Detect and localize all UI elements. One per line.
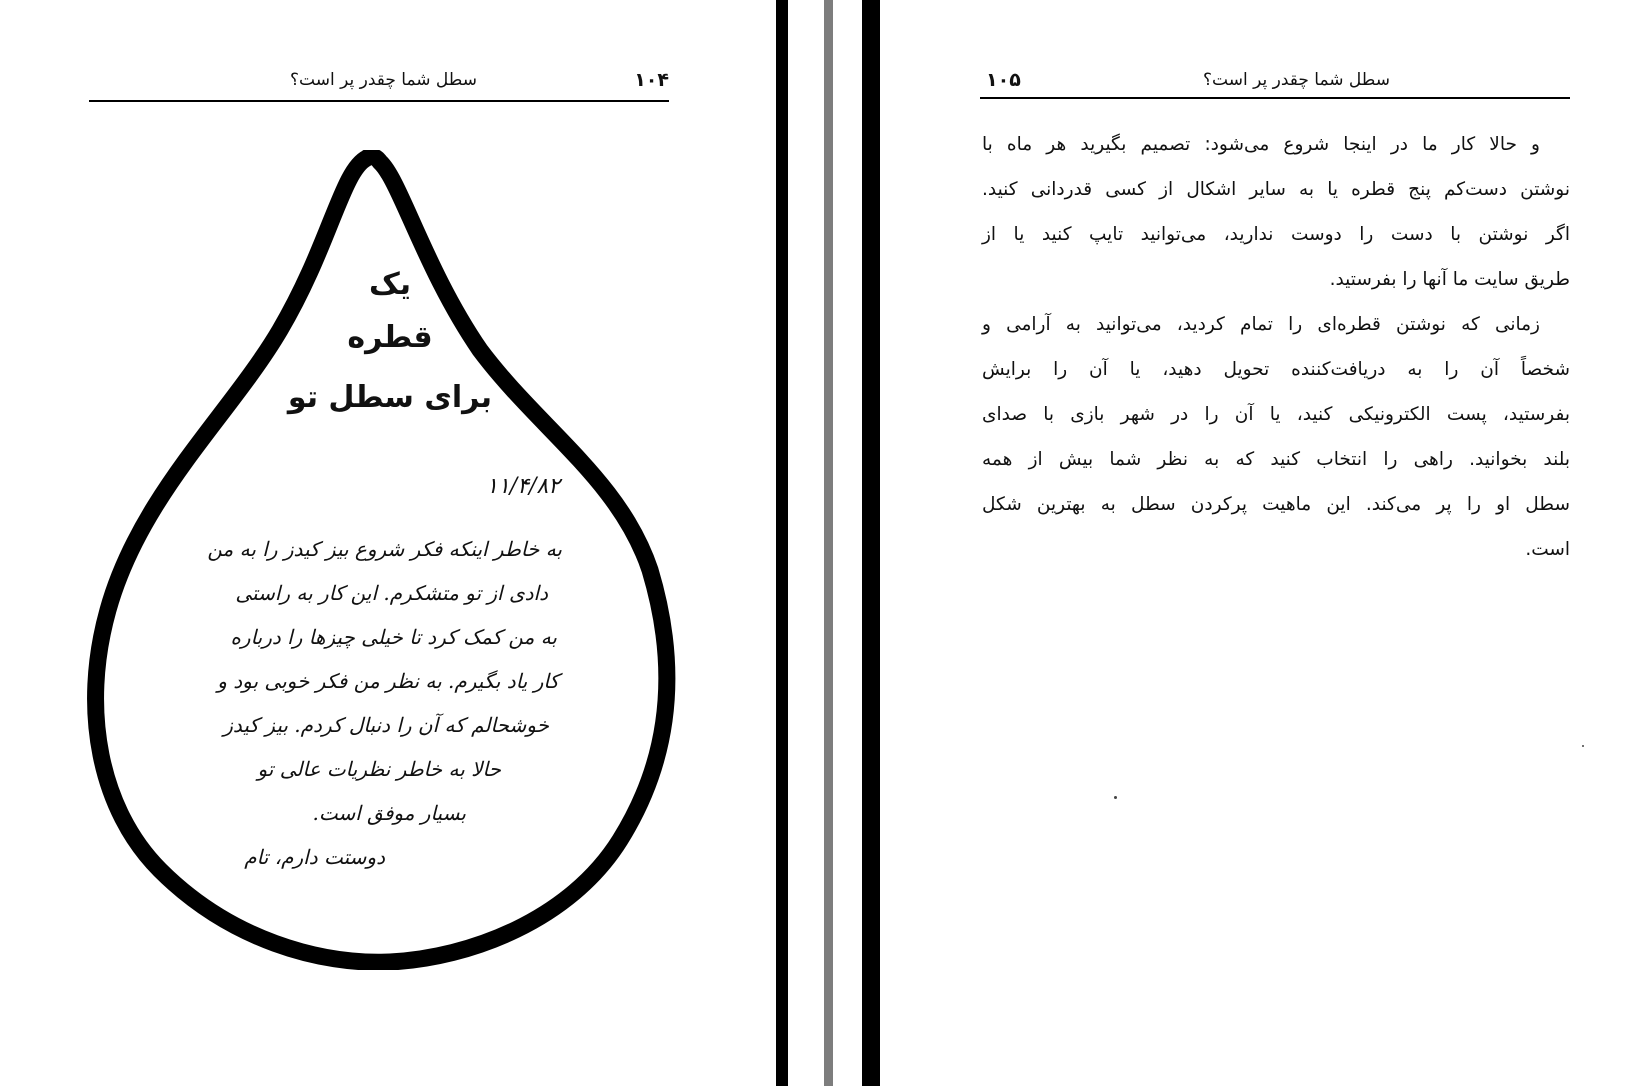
body-line: زمانی که نوشتن قطره‌ای را تمام کردید، می‌توانید به آرامی و [982,314,1540,335]
drop-heading-line: یک [369,267,411,302]
body-line: شخصاً آن را به دریافت‌کننده تحویل دهید، یا آن را برایش [982,359,1570,380]
scan-speck [1114,796,1117,799]
note-line: به خاطر اینکه فکر شروع بیز کیدز را به من [207,537,562,561]
right-running-title: سطل شما چقدر پر است؟ [1203,70,1390,90]
body-line: بفرستید، پست الکترونیکی کنید، یا آن را در شهر بازی با صدای [982,404,1570,425]
note-date: ۱۱/۴/۸۲ [486,474,560,499]
drop-heading-line: قطره [347,320,433,355]
note-line: دادی از تو متشکرم. این کار به راستی [235,581,548,605]
body-line: بلند بخوانید. راهی را انتخاب کنید که به نظر شما بیش از همه [982,449,1570,470]
drop-heading-line: برای سطل تو [287,380,493,415]
note-line: بسیار موفق است. [312,801,466,825]
body-line: است. [1525,539,1570,560]
note-line: حالا به خاطر نظریات عالی تو [257,757,501,781]
gutter-bar-left [776,0,788,1086]
note-line: کار یاد بگیرم. به نظر من فکر خوبی بود و [217,669,559,693]
body-line: اگر نوشتن با دست را دوست ندارید، می‌توانید تایپ کنید یا از [982,224,1570,245]
body-line: و حالا کار ما در اینجا شروع می‌شود: تصمیم بگیرید هر ماه با [982,134,1540,155]
left-page-number: ۱۰۴ [634,69,669,91]
body-line: نوشتن دست‌کم پنج قطره یا به سایر اشکال از کسی قدردانی کنید. [982,179,1570,200]
note-line: به من کمک کرد تا خیلی چیزها را درباره [230,625,557,649]
gutter-bar-middle [824,0,833,1086]
body-line: طریق سایت ما آنها را بفرستید. [1329,269,1570,290]
note-line: خوشحالم که آن را دنبال کردم. بیز کیدز [223,713,549,737]
note-signature: دوستت دارم، تام [244,845,385,869]
right-body-text [982,122,1570,572]
left-header-rule [89,100,669,102]
right-page-number: ۱۰۵ [986,69,1021,91]
body-line: سطل او را پر می‌کند. این ماهیت پرکردن سطل به بهترین شکل [982,494,1570,515]
left-running-head [89,70,669,98]
left-running-title: سطل شما چقدر پر است؟ [290,70,477,90]
gutter-bar-right [862,0,880,1086]
right-header-rule [980,97,1570,99]
right-running-head [980,70,1570,98]
scan-speck [1582,745,1584,747]
